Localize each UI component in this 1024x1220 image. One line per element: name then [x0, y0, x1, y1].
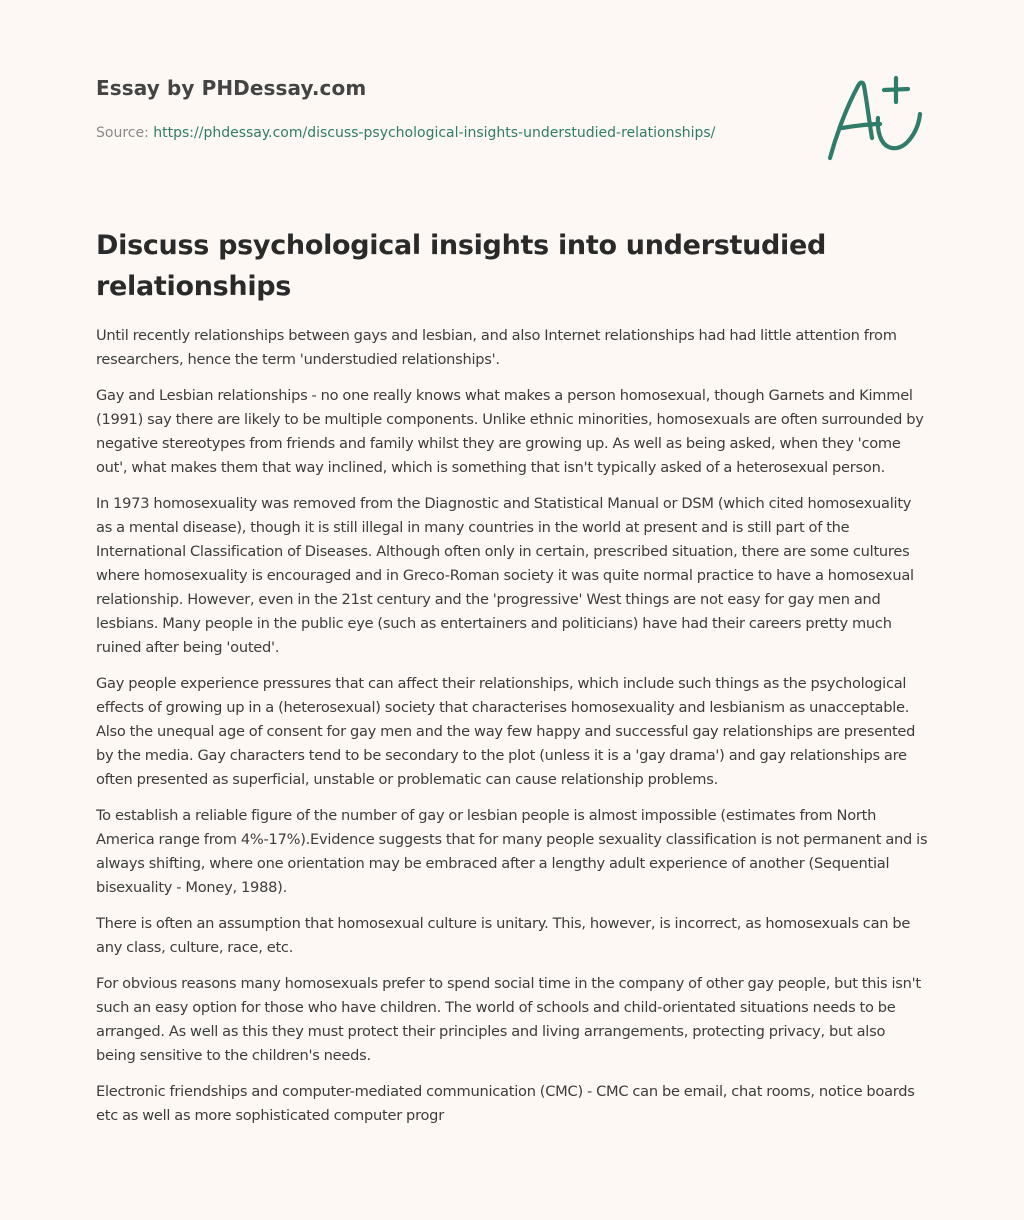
source-link[interactable]: https://phdessay.com/discuss-psychological-insights-understudied-relationships/: [153, 125, 716, 141]
essay-paragraph: Electronic friendships and computer-mediated communication (CMC) - CMC can be email, chat rooms, notice boards etc as well as more sophisticated computer progr: [96, 1083, 915, 1124]
essay-body: [96, 324, 928, 1140]
site-brand: Essay by PHDessay.com: [96, 76, 367, 100]
essay-paragraph: Until recently relationships between gays and lesbian, and also Internet relationships had had little attention from researchers, hence the term 'understudied relationships'.: [96, 327, 897, 368]
essay-paragraph: To establish a reliable figure of the number of gay or lesbian people is almost impossible (estimates from North America range from 4%-17%).Evidence suggests that for many people sexuality classification is not permanent and is always shifting, where one orientation may be embraced after a lengthy adult experience of another (Sequential bisexuality - Money, 1988).: [96, 807, 928, 896]
essay-paragraph: Gay people experience pressures that can affect their relationships, which include such things as the psychological effects of growing up in a (heterosexual) society that characterises homosexuality and lesbianism as unacceptable. Also the unequal age of consent for gay men and the way few happy and successful gay relationships are presented by the media. Gay characters tend to be secondary to the plot (unless it is a 'gay drama') and gay relationships are often presented as superficial, unstable or problematic can cause relationship problems.: [96, 675, 916, 788]
essay-title: Discuss psychological insights into understudied relationships: [96, 230, 827, 302]
essay-paragraph: In 1973 homosexuality was removed from the Diagnostic and Statistical Manual or DSM (which cited homosexuality as a mental disease), though it is still illegal in many countries in the world at present and is still part of the International Classification of Diseases. Although often only in certain, prescribed situation, there are some cultures where homosexuality is encouraged and in Greco-Roman society it was quite normal practice to have a homosexual relationship. However, even in the 21st century and the 'progressive' West things are not easy for gay men and lesbians. Many people in the public eye (such as entertainers and politicians) have had their careers pretty much ruined after being 'outed'.: [96, 495, 914, 656]
essay-paragraph: Gay and Lesbian relationships - no one really knows what makes a person homosexual, though Garnets and Kimmel (1991) say there are likely to be multiple components. Unlike ethnic minorities, homosexuals are often surrounded by negative stereotypes from friends and family whilst they are growing up. As well as being asked, when they 'come out', what makes them that way inclined, which is something that isn't typically asked of a heterosexual person.: [96, 387, 924, 476]
source-label: Source:: [96, 125, 154, 141]
essay-paragraph: For obvious reasons many homosexuals prefer to spend social time in the company of other gay people, but this isn't such an easy option for those who have children. The world of schools and child-orientated situations needs to be arranged. As well as this they must protect their principles and living arrangements, protecting privacy, but also being sensitive to the children's needs.: [96, 975, 921, 1064]
essay-paragraph: There is often an assumption that homosexual culture is unitary. This, however, is incorrect, as homosexuals can be any class, culture, race, etc.: [96, 915, 911, 956]
a-plus-logo-icon: [822, 68, 926, 164]
source-line: [96, 125, 715, 141]
